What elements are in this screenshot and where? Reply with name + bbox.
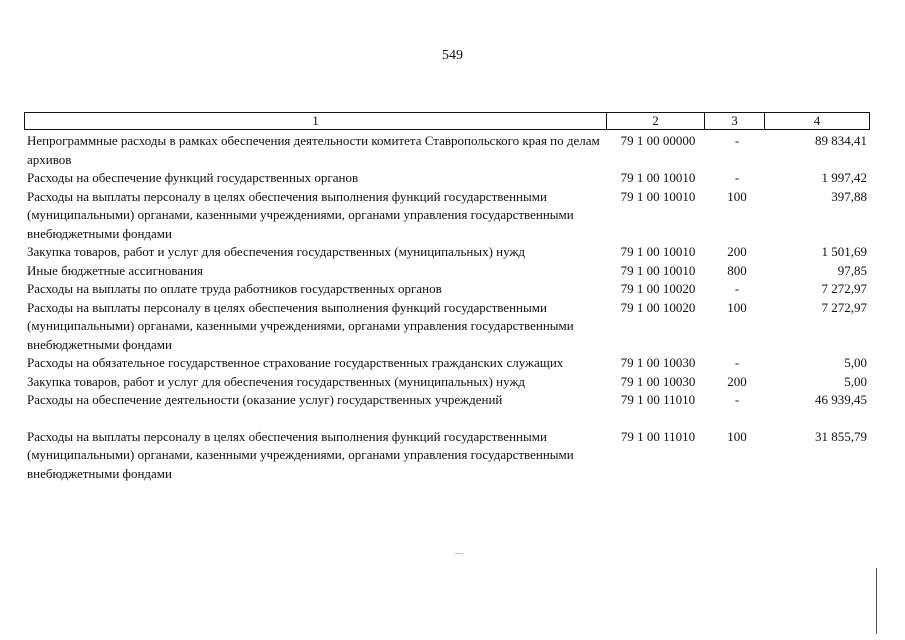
table-row bbox=[27, 354, 870, 373]
row-type: - bbox=[734, 281, 740, 296]
row-code: 79 1 00 10010 bbox=[620, 262, 696, 278]
row-type: 100 bbox=[727, 188, 747, 204]
row-type: 800 bbox=[727, 262, 747, 278]
row-type: 200 bbox=[727, 373, 747, 389]
row-sum: 97,85 bbox=[837, 262, 867, 278]
table-row bbox=[27, 280, 870, 299]
row-sum: 7 272,97 bbox=[821, 281, 867, 296]
row-type: - bbox=[734, 355, 740, 370]
header-col-2: 2 bbox=[607, 113, 705, 129]
row-name: Расходы на обязательное государственное страхование государственных гражданских служащих bbox=[27, 355, 564, 370]
row-name: Расходы на выплаты персоналу в целях обеспечения выполнения функций государственными (муниципальными) органами, казенными учреждениями, органами управления государственными внебюджетными фондами bbox=[27, 188, 574, 241]
row-code: 79 1 00 00000 bbox=[620, 133, 696, 148]
row-name: Расходы на обеспечение деятельности (оказание услуг) государственных учреждений bbox=[27, 392, 503, 407]
row-code: 79 1 00 10030 bbox=[620, 373, 696, 389]
row-sum: 397,88 bbox=[831, 188, 867, 204]
table-row bbox=[27, 299, 870, 355]
row-sum: 46 939,45 bbox=[815, 392, 867, 407]
table-row bbox=[27, 169, 870, 188]
table-row bbox=[27, 262, 870, 281]
row-type: - bbox=[734, 133, 740, 148]
row-sum: 5,00 bbox=[844, 373, 867, 389]
row-sum: 7 272,97 bbox=[821, 299, 867, 315]
row-type: 100 bbox=[727, 428, 747, 444]
page-edge-line bbox=[876, 568, 877, 634]
table-row bbox=[27, 373, 870, 392]
row-name: Расходы на выплаты по оплате труда работников государственных органов bbox=[27, 281, 442, 296]
table-row bbox=[27, 428, 870, 484]
header-col-1: 1 bbox=[25, 113, 607, 129]
row-code: 79 1 00 10030 bbox=[620, 355, 696, 370]
row-name: Непрограммные расходы в рамках обеспечения деятельности комитета Ставропольского края по делам архивов bbox=[27, 133, 600, 167]
row-name: Расходы на обеспечение функций государственных органов bbox=[27, 170, 359, 185]
row-sum: 89 834,41 bbox=[815, 133, 867, 148]
row-code: 79 1 00 10010 bbox=[620, 188, 696, 204]
row-type: - bbox=[734, 170, 740, 185]
table-row bbox=[27, 243, 870, 262]
header-col-3: 3 bbox=[705, 113, 765, 129]
row-sum: 5,00 bbox=[844, 355, 867, 370]
table-row bbox=[27, 391, 870, 410]
row-sum: 31 855,79 bbox=[815, 428, 867, 444]
table-row bbox=[27, 132, 870, 169]
header-col-4: 4 bbox=[813, 113, 821, 128]
row-code: 79 1 00 10010 bbox=[620, 170, 696, 185]
row-type: 100 bbox=[727, 299, 747, 315]
row-name: Закупка товаров, работ и услуг для обеспечения государственных (муниципальных) нужд bbox=[27, 373, 526, 389]
page-number: 549 bbox=[442, 48, 463, 63]
row-name: Иные бюджетные ассигнования bbox=[27, 262, 204, 278]
row-name: Расходы на выплаты персоналу в целях обеспечения выполнения функций государственными (муниципальными) органами, казенными учреждениями, органами управления государственными внебюджетными фондами bbox=[27, 299, 574, 352]
table-row bbox=[27, 188, 870, 244]
table-body bbox=[27, 132, 870, 483]
row-name: Расходы на выплаты персоналу в целях обеспечения выполнения функций государственными (муниципальными) органами, казенными учреждениями, органами управления государственными внебюджетными фондами bbox=[27, 428, 574, 481]
row-code: 79 1 00 10020 bbox=[620, 281, 696, 296]
row-code: 79 1 00 10010 bbox=[620, 244, 696, 259]
row-sum: 1 997,42 bbox=[821, 170, 867, 185]
table-header bbox=[24, 112, 870, 130]
row-code: 79 1 00 10020 bbox=[620, 299, 696, 315]
scan-artifact bbox=[455, 553, 463, 554]
row-name: Закупка товаров, работ и услуг для обеспечения государственных (муниципальных) нужд bbox=[27, 244, 526, 259]
row-sum: 1 501,69 bbox=[821, 244, 867, 259]
row-code: 79 1 00 11010 bbox=[620, 392, 696, 407]
row-type: 200 bbox=[727, 244, 747, 259]
row-code: 79 1 00 11010 bbox=[620, 428, 696, 444]
row-type: - bbox=[734, 392, 740, 407]
